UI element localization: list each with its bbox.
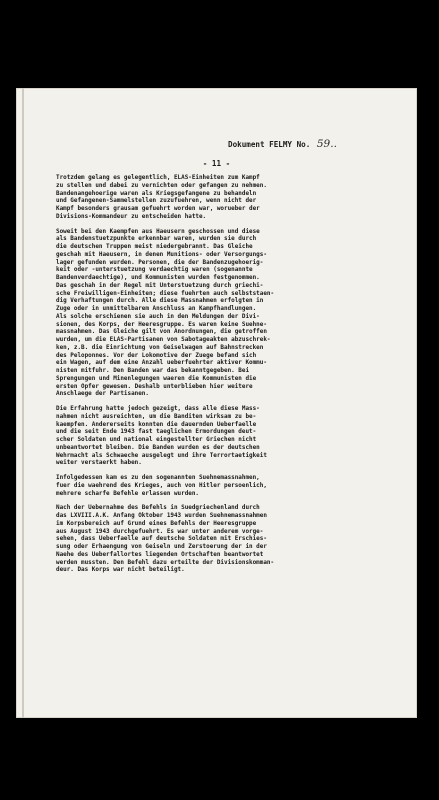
text-line: ersten Opfer gewesen. Deshalb unterblieben hier weitere xyxy=(56,382,253,390)
reference-number: 59.. xyxy=(316,138,337,150)
text-line: die deutschen Truppen meist niedergebrannt. Das Gleiche xyxy=(56,243,253,250)
paragraph xyxy=(56,228,401,399)
text-line: sung oder Erhaengung von Geiseln und Zerstoerung der in der xyxy=(56,543,267,550)
text-line: lager gefunden wurden. Personen, die der Bandenzugehoerig- xyxy=(56,258,264,266)
text-line: massnahmen. Das Gleiche gilt von Anordnungen, die getroffen xyxy=(56,328,267,336)
text-line: scher Soldaten und national eingestellter Griechen nicht xyxy=(56,436,257,443)
text-line: Die Erfahrung hatte jedoch gezeigt, dass alle diese Mass- xyxy=(56,405,260,412)
text-line: als Bandenstuetzpunkte erkennbar waren, wurden sie durch xyxy=(56,235,257,243)
text-line: sche Freiwilligen-Einheiten; diese fuehrten auch selbststaen- xyxy=(56,289,275,297)
text-line: dig Verhaftungen durch. Alle diese Massnahmen erfolgten in xyxy=(56,297,264,305)
reference-label: Dokument FELMY No. xyxy=(228,140,311,149)
text-line: ein Wagen, auf dem eine Anzahl ueberfuehrter aktiver Kommu- xyxy=(56,359,267,367)
text-line: fuer die waehrend des Krieges, auch von Hitler persoenlich, xyxy=(56,481,267,489)
text-line: sionen, des Korps, der Heeresgruppe. Es waren keine Suehne- xyxy=(56,320,267,328)
text-line: mehrere scharfe Befehle erlassen wurden. xyxy=(56,489,199,497)
text-line: Divisions-Kommandeur zu entscheiden hatte. xyxy=(56,212,207,220)
text-line: Kampf besonders grausam gefuehrt worden war, worueber der xyxy=(56,205,260,212)
text-line: deur. Das Korps war nicht beteiligt. xyxy=(56,566,185,574)
text-line: und Gefangenen-Sammelstellen zuzufuehren, wenn nicht der xyxy=(56,197,257,205)
text-line: unbeantwortet bleiben. Die Banden wurden es der deutschen xyxy=(56,443,260,451)
text-line: aus August 1943 durchgefuehrt. Es war unter anderem vorge- xyxy=(56,527,264,535)
text-line: Trotzdem gelang es gelegentlich, ELAS-Einheiten zum Kampf xyxy=(56,174,260,181)
text-line: weiter verstaerkt haben. xyxy=(56,459,142,467)
text-line: zu stellen und dabei zu vernichten oder gefangen zu nehmen. xyxy=(56,181,267,189)
text-line: werden mussten. Den Befehl dazu erteilte der Divisionskomman- xyxy=(56,558,275,566)
paragraph xyxy=(56,474,401,497)
text-line: wurden, um die ELAS-Partisanen von Sabotageakten abzuschrek- xyxy=(56,336,271,343)
text-line: Nach der Uebernahme des Befehls in Suedgriechenland durch xyxy=(56,504,260,512)
paragraph xyxy=(56,405,401,467)
text-line: Zuge oder in unmittelbarem Anschluss an Kampfhandlungen. xyxy=(56,305,257,312)
text-line: Bandenangehoerige waren als Kriegsgefangene zu behandeln xyxy=(56,189,257,197)
text-line: nisten mitfuhr. Den Banden war das bekanntgegeben. Bei xyxy=(56,367,250,374)
text-line: geschah mit Haeusern, in denen Munitions- oder Versorgungs- xyxy=(56,250,267,258)
document-page xyxy=(16,88,417,718)
page-number: - 11 - xyxy=(202,159,231,168)
document-reference xyxy=(228,138,408,150)
document-body xyxy=(56,174,401,581)
text-line: ken, z.B. die Einrichtung von Geiselwagen auf Bahnstrecken xyxy=(56,343,264,351)
page-edge-strip xyxy=(22,88,24,718)
text-line: keit oder -unterstuetzung verdaechtig waren (sogenannte xyxy=(56,266,253,274)
text-line: und die seit Ende 1943 fast taeglichen Ermordungen deut- xyxy=(56,428,257,436)
paragraph xyxy=(56,504,401,574)
text-line: Soweit bei den Kaempfen aus Haeusern geschossen und diese xyxy=(56,227,260,235)
text-line: Wehrmacht als Schwaeche ausgelegt und ihre Terrortaetigkeit xyxy=(56,451,267,459)
text-line: das LXVIII.A.K. Anfang Oktober 1943 wurden Suehnemassnahmen xyxy=(56,512,267,519)
text-line: kaempfen. Andererseits konnten die dauernden Ueberfaelle xyxy=(56,420,257,428)
text-line: Bandenverdaechtige), und Kommunisten wurden festgenommen. xyxy=(56,274,260,281)
text-line: Als solche erschienen sie auch in den Meldungen der Divi- xyxy=(56,312,260,320)
paragraph xyxy=(56,174,401,221)
text-line: des Peloponnes. Vor der Lokomotive der Zuege befand sich xyxy=(56,351,257,359)
text-line: Sprengungen und Minenlegungen waeren die Kommunisten die xyxy=(56,374,257,382)
text-line: sehen, dass Ueberfaelle auf deutsche Soldaten mit Erschies- xyxy=(56,535,267,543)
text-line: Das geschah in der Regel mit Unterstuetzung durch griechi- xyxy=(56,281,264,289)
text-line: Infolgedessen kam es zu den sogenannten Suehnemassnahmen, xyxy=(56,474,260,481)
text-line: Naehe des Ueberfallortes liegenden Ortschaften beantwortet xyxy=(56,550,264,558)
text-line: im Korpsbereich auf Grund eines Befehls der Heeresgruppe xyxy=(56,519,257,527)
text-line: Anschlaege der Partisanen. xyxy=(56,390,149,398)
text-line: nahmen nicht ausreichten, um die Banditen wirksam zu be- xyxy=(56,412,257,420)
